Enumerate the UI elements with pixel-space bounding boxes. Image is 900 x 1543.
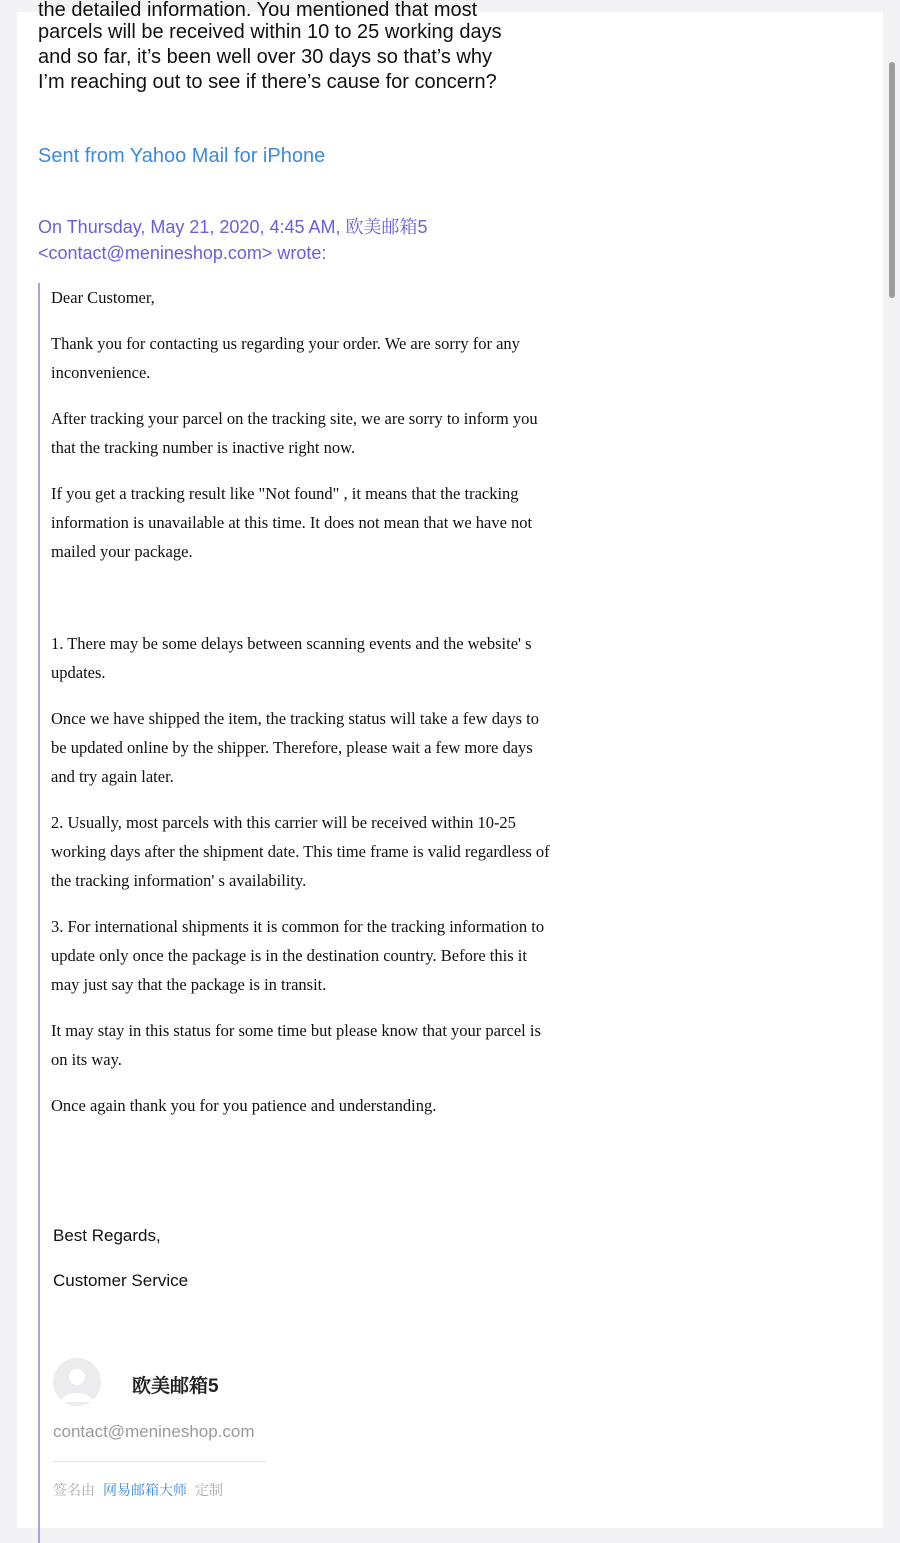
signature-footer bbox=[53, 1480, 223, 1500]
quote-header bbox=[38, 214, 558, 266]
quote-header-email[interactable]: <contact@menineshop.com> wrote: bbox=[38, 243, 327, 263]
footer-prefix: 签名由 bbox=[53, 1482, 95, 1498]
greeting: Dear Customer, bbox=[51, 288, 155, 307]
quote-header-line: On Thursday, May 21, 2020, 4:45 AM, 欧美邮箱5 bbox=[38, 217, 428, 237]
reply-line: and so far, it’s been well over 30 days so that’s why bbox=[38, 46, 492, 68]
footer-link[interactable]: 网易邮箱大师 bbox=[103, 1482, 187, 1498]
scrollbar-thumb[interactable] bbox=[889, 62, 895, 298]
closing-regards: Best Regards, bbox=[53, 1226, 161, 1245]
spacer bbox=[51, 583, 551, 629]
footer-suffix: 定制 bbox=[195, 1482, 223, 1498]
sent-from-link[interactable]: Sent from Yahoo Mail for iPhone bbox=[38, 145, 326, 167]
quoted-message bbox=[38, 283, 551, 1543]
quote-paragraph: 3. For international shipments it is common for the tracking information to update only once the package is in the destination country. Before this it may just say that the package is in transit. bbox=[51, 917, 545, 994]
reply-cut-line: the detailed information. You mentioned that most bbox=[38, 0, 478, 21]
reply-line: parcels will be received within 10 to 25 working days bbox=[38, 21, 502, 43]
quote-paragraph: Once we have shipped the item, the tracking status will take a few days to be updated online by the shipper. Therefore, please wait a few more days and try again later. bbox=[51, 709, 539, 786]
signature-email[interactable]: contact@menineshop.com bbox=[53, 1422, 255, 1441]
closing-service: Customer Service bbox=[53, 1271, 189, 1290]
quote-paragraph: After tracking your parcel on the tracking site, we are sorry to inform you that the tracking number is inactive right now. bbox=[51, 409, 538, 457]
quote-paragraph: Once again thank you for you patience and understanding. bbox=[51, 1096, 437, 1115]
reply-message bbox=[38, 20, 538, 95]
signature-divider bbox=[53, 1461, 266, 1462]
quote-paragraph: It may stay in this status for some time but please know that your parcel is on its way. bbox=[51, 1021, 541, 1069]
email-body bbox=[17, 0, 883, 1528]
quote-paragraph: 1. There may be some delays between scanning events and the website' s updates. bbox=[51, 634, 532, 682]
reply-line: I’m reaching out to see if there’s cause for concern? bbox=[38, 71, 497, 93]
quote-paragraph: Thank you for contacting us regarding your order. We are sorry for any inconvenience. bbox=[51, 334, 520, 382]
avatar bbox=[53, 1358, 101, 1406]
quote-paragraph: If you get a tracking result like "Not found" , it means that the tracking information is unavailable at this time. It does not mean that we have not mailed your package. bbox=[51, 484, 533, 561]
person-icon bbox=[53, 1358, 101, 1406]
signature-name: 欧美邮箱5 bbox=[132, 1376, 219, 1397]
quote-paragraph: 2. Usually, most parcels with this carrier will be received within 10-25 working days after the shipment date. This time frame is valid regardless of the tracking information' s availability. bbox=[51, 813, 550, 890]
